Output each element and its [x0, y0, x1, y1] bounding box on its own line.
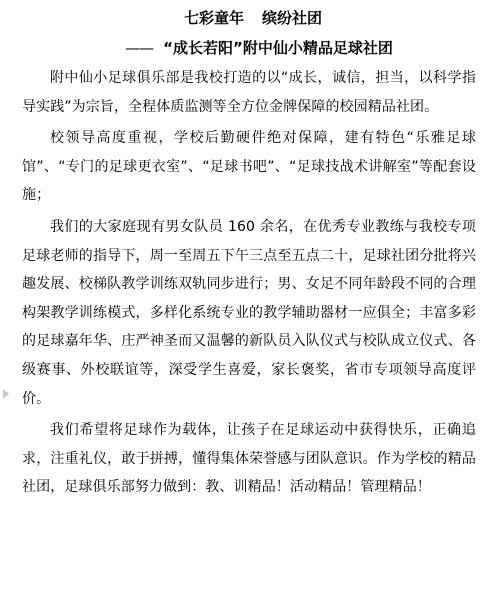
document-body: [22, 64, 476, 502]
paragraph-facilities: 校领导高度重视，学校后勤硬件绝对保障，建有特色“乐雅足球馆”、“专门的足球更衣室”、“足球书吧”、“足球技战术讲解室”等配套设施；: [22, 130, 476, 204]
subtitle-dash: ——: [125, 39, 154, 57]
margin-arrow-icon: [3, 389, 9, 399]
title-part-2: 缤纷社团: [262, 9, 323, 27]
paragraph-goals: 我们希望将足球作为载体，让孩子在足球运动中获得快乐，正确追求，注重礼仪，敢于拼搏，懂得集体荣誉感与团队意识。作为学校的精品社团，足球俱乐部努力做到：教、训精品！活动精品！管理精品！: [22, 422, 476, 496]
paragraph-intro: 附中仙小足球俱乐部是我校打造的以“成长，诚信，担当，以科学指导实践”为宗旨，全程体质监测等全方位金牌保障的校园精品社团。: [22, 70, 476, 115]
document-title: [22, 8, 476, 28]
subtitle-text: “成长若阳”附中仙小精品足球社团: [163, 39, 393, 57]
document-subtitle: [22, 38, 476, 58]
title-part-1: 七彩童年: [183, 9, 244, 27]
paragraph-team: 我们的大家庭现有男女队员 160 余名，在优秀专业教练与我校专项足球老师的指导下，周一至周五下午三点至五点二十，足球社团分批将兴趣发展、校梯队教学训练双轨同步进行；男、女足不同年龄段不同的合理构架教学训练模式，多样化系统专业的教学辅助器材一应俱全；丰富多彩的足球嘉年华、庄严神圣而又温馨的新队员入队仪式与校队成立仪式、各级赛事、外校联谊等，深受学生喜爱，家长褒奖，省市专项领导高度评价。: [22, 218, 476, 407]
